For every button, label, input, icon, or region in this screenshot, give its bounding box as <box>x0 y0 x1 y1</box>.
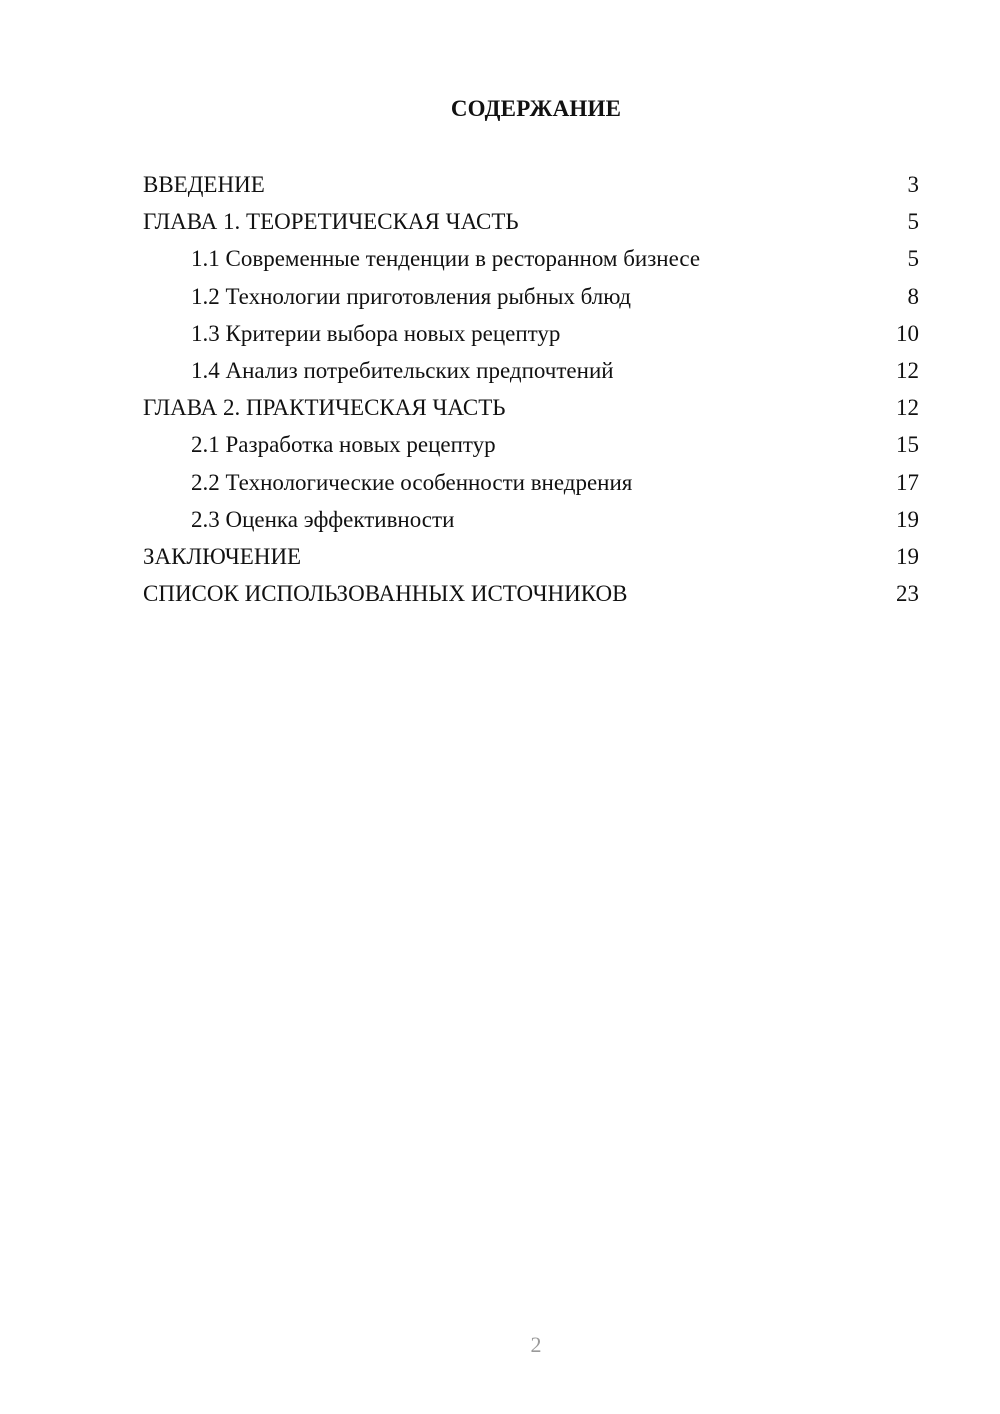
toc-entry-label: 2.1 Разработка новых рецептур <box>191 432 496 458</box>
toc-entry-page: 19 <box>896 543 919 569</box>
toc-entry-section-1-2 <box>143 278 919 315</box>
toc-entry-section-2-3 <box>143 501 919 538</box>
toc-entry-label: 1.4 Анализ потребительских предпочтений <box>191 357 614 383</box>
toc-entry-section-1-4 <box>143 352 919 389</box>
toc-entry-label: 2.2 Технологические особенности внедрения <box>191 469 633 495</box>
toc-entry-page: 5 <box>907 209 919 235</box>
toc-entry-page: 12 <box>896 395 919 421</box>
page-number: 2 <box>530 1332 542 1357</box>
toc-entry-label: ГЛАВА 2. ПРАКТИЧЕСКАЯ ЧАСТЬ <box>143 395 506 421</box>
toc-entry-page: 5 <box>907 246 919 272</box>
toc-entry-chapter-1 <box>143 203 919 240</box>
toc-entry-introduction <box>143 166 919 203</box>
toc-entry-section-2-2 <box>143 464 919 501</box>
toc-entry-label: 2.3 Оценка эффективности <box>191 506 455 532</box>
toc-entry-page: 12 <box>896 357 919 383</box>
toc-entry-page: 23 <box>896 581 919 607</box>
toc-entry-page: 8 <box>907 283 919 309</box>
toc-entry-section-1-3 <box>143 315 919 352</box>
toc-entry-references <box>143 575 919 612</box>
toc-entry-page: 15 <box>896 432 919 458</box>
toc-entry-label: 1.3 Критерии выбора новых рецептур <box>191 320 561 346</box>
toc-entry-label: ЗАКЛЮЧЕНИЕ <box>143 543 302 569</box>
toc-entry-page: 3 <box>907 172 919 197</box>
toc-entry-page: 10 <box>896 320 919 346</box>
toc-entry-page: 17 <box>896 469 919 495</box>
toc-entry-label: 1.1 Современные тенденции в ресторанном бизнесе <box>191 246 701 272</box>
toc-entry-conclusion <box>143 538 919 575</box>
toc-title: СОДЕРЖАНИЕ <box>450 96 622 121</box>
table-of-contents <box>143 166 919 612</box>
toc-entry-section-2-1 <box>143 426 919 463</box>
toc-entry-label: ВВЕДЕНИЕ <box>143 172 265 197</box>
toc-entry-label: ГЛАВА 1. ТЕОРЕТИЧЕСКАЯ ЧАСТЬ <box>143 209 519 235</box>
toc-entry-section-1-1 <box>143 240 919 277</box>
toc-entry-page: 19 <box>896 506 919 532</box>
toc-entry-label: 1.2 Технологии приготовления рыбных блюд <box>191 283 631 309</box>
toc-entry-chapter-2 <box>143 389 919 426</box>
toc-entry-label: СПИСОК ИСПОЛЬЗОВАННЫХ ИСТОЧНИКОВ <box>143 581 628 607</box>
